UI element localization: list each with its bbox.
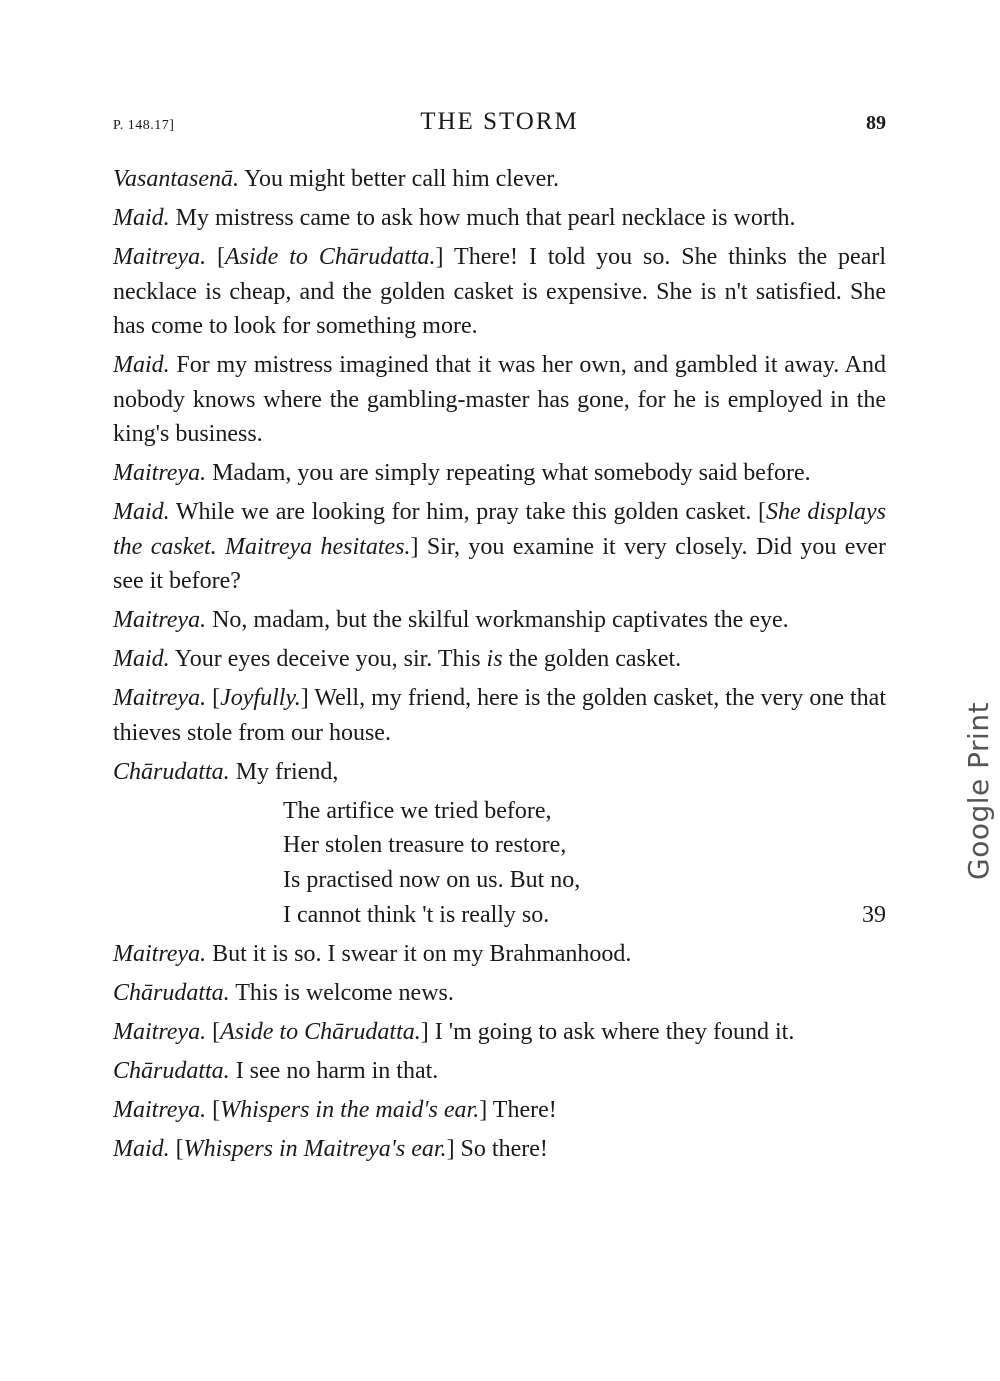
speech-text: ] There! I told you so. She thinks the pearl necklace is cheap, and the golden casket is expensive. She is n't satisfied. She has come to look for something more.: [113, 244, 887, 339]
dialogue-paragraph: [113, 162, 886, 197]
dialogue-paragraph: [113, 1132, 886, 1167]
speech-text: ] So there!: [446, 1135, 548, 1162]
dialogue-after-verse: [113, 937, 886, 1167]
stage-direction: Whispers in the maid's ear.: [220, 1096, 480, 1123]
stage-direction: is: [486, 646, 503, 672]
speech-text: Your eyes deceive you, sir. This: [169, 646, 487, 672]
stage-direction: Aside to Chārudatta.: [220, 1018, 421, 1045]
speech-text: You might better call him clever.: [239, 166, 559, 192]
speech-text: I see no harm in that.: [229, 1057, 439, 1084]
book-page: [113, 108, 886, 1171]
speech-text: the golden casket.: [502, 646, 682, 672]
speech-text: My mistress came to ask how much that pearl necklace is worth.: [169, 205, 796, 231]
speech-text: [: [169, 1135, 184, 1162]
dialogue-paragraph: [113, 1054, 886, 1089]
header-reference: P. 148.17]: [113, 118, 175, 133]
body-text: [113, 162, 886, 1166]
speaker-name: Chārudatta.: [113, 1057, 230, 1084]
stage-direction: She displays the casket. Maitreya hesitates.: [113, 499, 886, 560]
speaker-name: Maitreya.: [113, 244, 207, 270]
speaker-name: Maid.: [113, 352, 170, 378]
verse-block: [113, 794, 886, 933]
speech-text: ] There!: [479, 1096, 557, 1123]
speaker-name: Maid.: [113, 646, 170, 672]
dialogue-paragraph: [113, 201, 886, 236]
speech-text: [: [206, 1096, 221, 1123]
verse-line: Is practised now on us. But no,: [283, 867, 581, 894]
speech-text: For my mistress imagined that it was her own, and gambled it away. And nobody knows where the gambling-master has gone, for he is employed in the king's business.: [113, 352, 886, 447]
speaker-name: Vasantasenā.: [113, 166, 239, 192]
dialogue-paragraph: [113, 603, 886, 638]
speech-text: [: [206, 244, 226, 270]
running-header: [113, 108, 886, 144]
speech-text: [: [206, 1018, 221, 1045]
speech-text: While we are looking for him, pray take this golden casket. [: [169, 499, 767, 525]
dialogue-paragraph: [113, 1015, 886, 1050]
speaker-name: Chārudatta.: [113, 979, 230, 1006]
dialogue-paragraph: [113, 642, 886, 677]
dialogue-paragraph: [113, 240, 886, 344]
page-number: 89: [866, 112, 886, 134]
speaker-name: Maitreya.: [113, 607, 207, 633]
dialogue-paragraph: [113, 937, 886, 972]
speech-text: This is welcome news.: [229, 979, 454, 1006]
dialogue-paragraph: [113, 681, 886, 750]
speech-text: ] Well, my friend, here is the golden casket, the very one that thieves stole from our house.: [113, 685, 886, 746]
google-print-watermark: Google Print: [962, 701, 995, 880]
stage-direction: Whispers in Maitreya's ear.: [183, 1135, 447, 1162]
speech-text: My friend,: [229, 758, 339, 785]
verse-line: The artifice we tried before,: [283, 797, 552, 824]
speech-text: ] I 'm going to ask where they found it.: [420, 1018, 795, 1045]
speaker-name: Chārudatta.: [113, 758, 230, 785]
verse-line: Her stolen treasure to restore,: [283, 832, 567, 859]
dialogue-paragraph: [113, 755, 886, 790]
dialogue-paragraph: [113, 456, 886, 491]
speaker-name: Maid.: [113, 499, 170, 525]
stage-direction: Aside to Chārudatta.: [225, 244, 436, 270]
speaker-name: Maid.: [113, 205, 170, 231]
speech-text: [: [206, 685, 221, 711]
stage-direction: Joyfully.: [220, 685, 301, 711]
speaker-name: Maitreya.: [113, 940, 207, 967]
speaker-name: Maid.: [113, 1135, 170, 1162]
verse-line: I cannot think 't is really so. 39: [113, 898, 886, 933]
speech-text: But it is so. I swear it on my Brahmanhood.: [206, 940, 632, 967]
speaker-name: Maitreya.: [113, 685, 207, 711]
speech-text: No, madam, but the skilful workmanship captivates the eye.: [206, 607, 789, 633]
dialogue-paragraph: [113, 495, 886, 599]
speaker-name: Maitreya.: [113, 1096, 207, 1123]
dialogue-paragraph: [113, 348, 886, 452]
speaker-name: Maitreya.: [113, 460, 207, 486]
speech-text: ] Sir, you examine it very closely. Did you ever see it before?: [113, 533, 887, 594]
dialogue-paragraph: [113, 1093, 886, 1128]
header-title: THE STORM: [420, 108, 579, 135]
dialogue-before-verse: [113, 162, 886, 789]
speaker-name: Maitreya.: [113, 1018, 207, 1045]
speech-text: Madam, you are simply repeating what somebody said before.: [206, 460, 811, 486]
dialogue-paragraph: [113, 976, 886, 1011]
verse-number: 39: [862, 901, 886, 928]
